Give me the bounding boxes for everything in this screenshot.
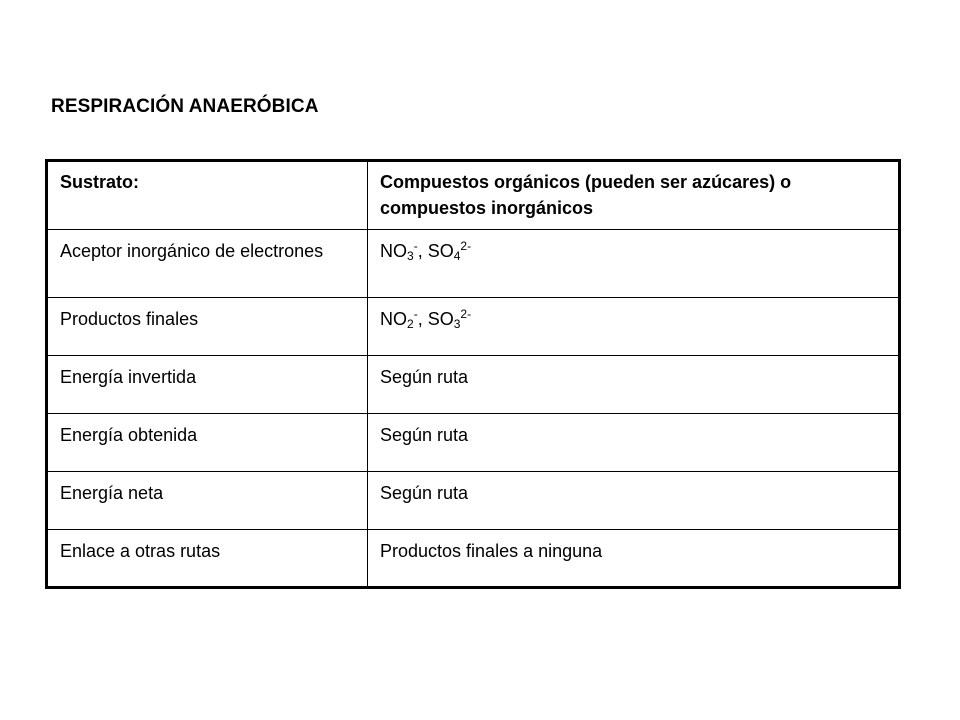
ion-sulfate-sup: 2- <box>460 239 472 253</box>
table-row <box>47 356 900 414</box>
ion-separator: , <box>417 241 428 261</box>
ion-nitrate-sup: - <box>413 239 418 253</box>
ion-sulfite-base: SO <box>427 309 454 329</box>
row-label-energia-obtenida: Energía obtenida <box>47 414 368 472</box>
ion-sulfate-sub: 4 <box>453 249 461 263</box>
row-label-energia-neta: Energía neta <box>47 472 368 530</box>
slide-title: RESPIRACIÓN ANAERÓBICA <box>51 96 319 117</box>
row-value-energia-obtenida: Según ruta <box>368 414 900 472</box>
ion-separator: , <box>417 309 428 329</box>
row-label-energia-invertida: Energía invertida <box>47 356 368 414</box>
table-row-aceptor <box>47 230 900 298</box>
row-label-productos: Productos finales <box>47 298 368 356</box>
respiration-table <box>45 159 901 589</box>
ion-sulfate-base: SO <box>427 241 454 261</box>
ion-nitrate-base: NO <box>380 241 407 261</box>
row-value-productos <box>368 298 900 356</box>
table-row <box>47 414 900 472</box>
ion-nitrite-base: NO <box>380 309 407 329</box>
row-label-sustrato: Sustrato: <box>47 161 368 230</box>
row-value-sustrato: Compuestos orgánicos (pueden ser azúcares) o compuestos inorgánicos <box>368 161 900 230</box>
ion-sulfite-sup: 2- <box>460 307 472 321</box>
ion-nitrate-sub: 3 <box>407 249 414 263</box>
row-value-aceptor <box>368 230 900 298</box>
row-label-aceptor: Aceptor inorgánico de electrones <box>47 230 368 298</box>
row-value-enlace: Productos finales a ninguna <box>368 530 900 588</box>
ion-nitrite-sub: 2 <box>407 317 414 331</box>
ion-nitrite-sup: - <box>413 307 418 321</box>
table-row <box>47 530 900 588</box>
table-row-productos <box>47 298 900 356</box>
ion-sulfite-sub: 3 <box>453 317 461 331</box>
table-row <box>47 472 900 530</box>
row-value-energia-invertida: Según ruta <box>368 356 900 414</box>
table-row-sustrato <box>47 161 900 230</box>
row-label-enlace: Enlace a otras rutas <box>47 530 368 588</box>
row-value-energia-neta: Según ruta <box>368 472 900 530</box>
